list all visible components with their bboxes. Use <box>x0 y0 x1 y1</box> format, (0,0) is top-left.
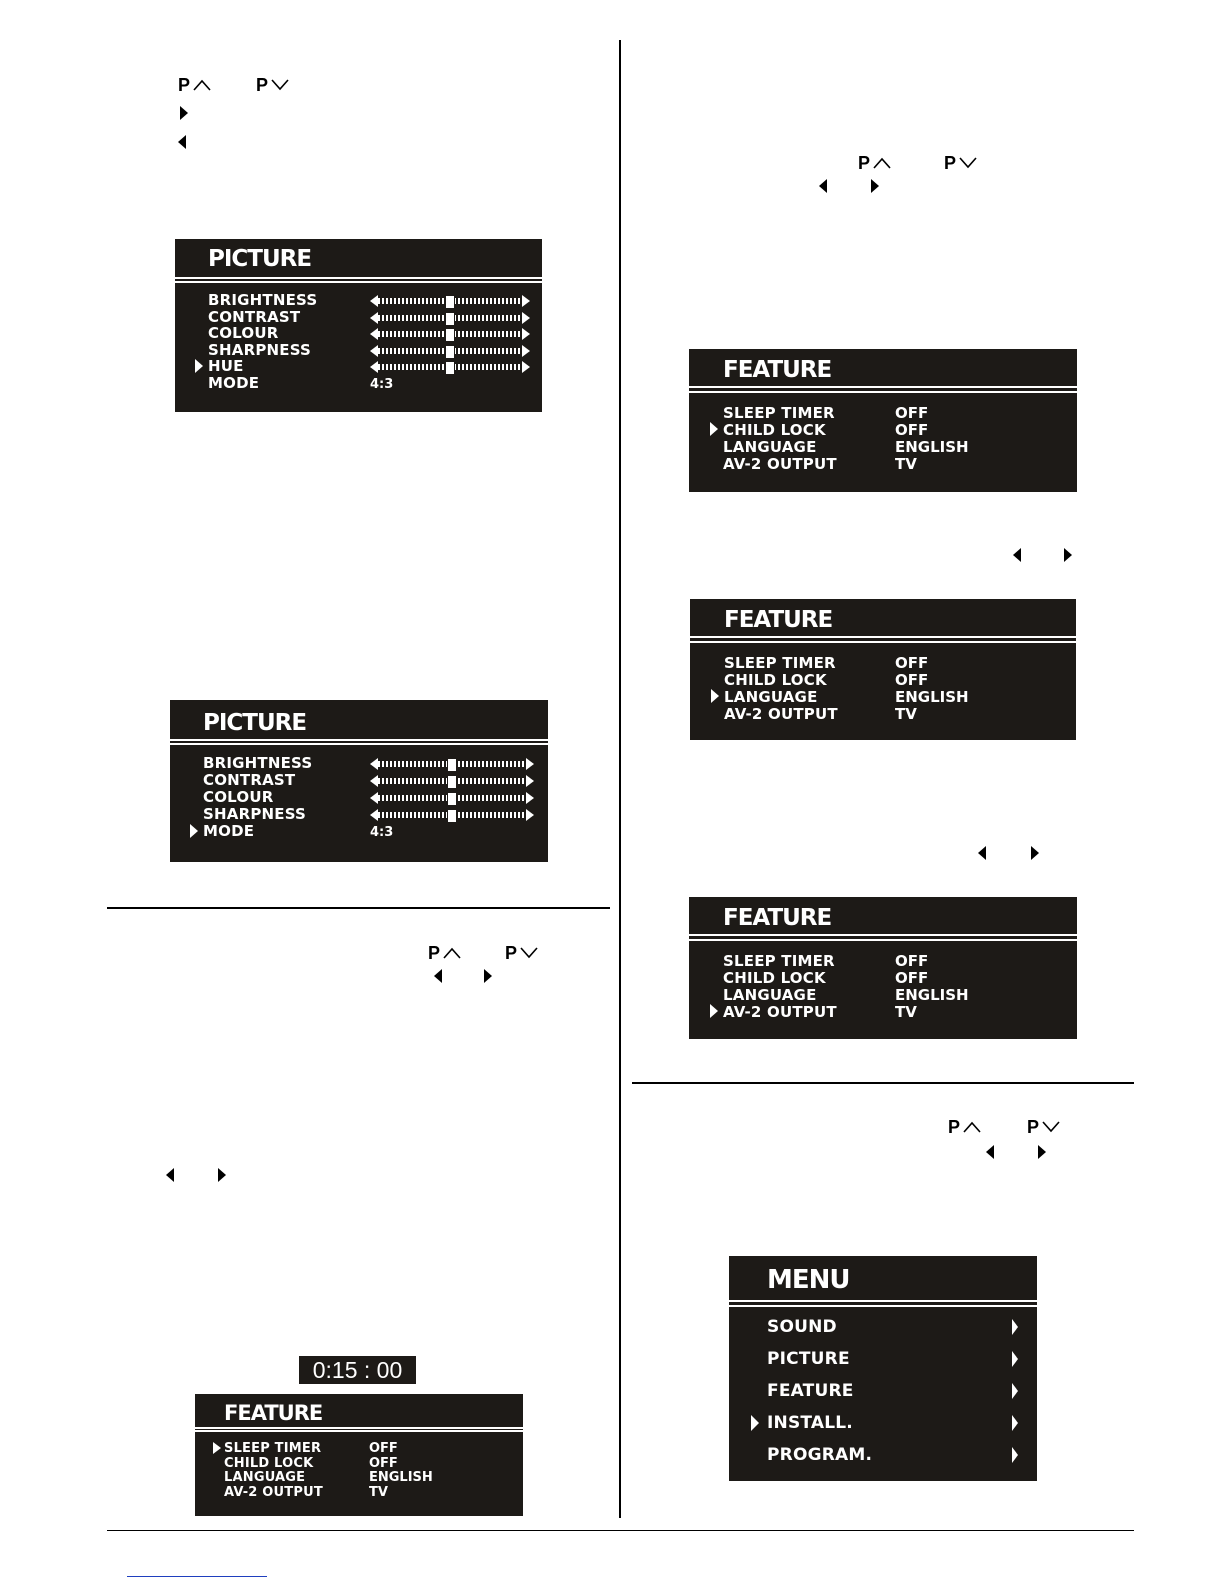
chevron-up-icon <box>962 1120 982 1134</box>
column-divider <box>619 40 621 1518</box>
osd-separator <box>729 1300 1037 1302</box>
osd-separator <box>195 1427 523 1429</box>
chevron-down-icon <box>270 78 290 92</box>
right-arrow-icon <box>1038 1145 1046 1159</box>
menu-item-hue: HUE <box>208 357 244 375</box>
menu-item-colour: COLOUR <box>203 788 274 806</box>
osd-separator <box>195 1430 523 1432</box>
osd-separator <box>690 641 1076 643</box>
submenu-arrow-icon <box>1012 1383 1018 1399</box>
osd-separator <box>689 934 1077 936</box>
menu-item-sharpness: SHARPNESS <box>208 341 312 359</box>
menu-item-sleep-timer: SLEEP TIMER <box>723 404 835 422</box>
left-arrow-icon <box>1013 548 1021 562</box>
osd-separator <box>170 739 548 741</box>
menu-item-install: INSTALL. <box>767 1413 853 1433</box>
menu-item-contrast: CONTRAST <box>203 771 296 789</box>
section-divider-right <box>632 1082 1134 1084</box>
brightness-slider <box>370 294 530 308</box>
osd-title: PICTURE <box>203 710 307 736</box>
osd-separator <box>689 391 1077 393</box>
p-down-key: P <box>1027 1117 1061 1137</box>
menu-item-child-lock: CHILD LOCK <box>723 969 826 987</box>
chevron-up-icon <box>192 78 212 92</box>
selection-pointer-icon <box>710 422 718 436</box>
osd-separator <box>175 281 542 283</box>
language-value: ENGLISH <box>895 688 969 706</box>
osd-separator <box>689 386 1077 388</box>
osd-separator <box>175 277 542 279</box>
av2-output-value: TV <box>895 455 917 473</box>
osd-separator <box>729 1305 1037 1307</box>
sharpness-slider <box>370 808 534 822</box>
hue-slider <box>370 360 530 374</box>
picture-menu-hue <box>175 239 542 412</box>
child-lock-value: OFF <box>369 1456 398 1471</box>
menu-item-av2-output: AV-2 OUTPUT <box>224 1485 323 1500</box>
language-value: ENGLISH <box>895 986 969 1004</box>
colour-slider <box>370 327 530 341</box>
child-lock-value: OFF <box>895 969 929 987</box>
mode-value: 4:3 <box>370 377 394 392</box>
p-up-key: P <box>178 75 212 95</box>
menu-item-program: PROGRAM. <box>767 1445 873 1465</box>
osd-separator <box>689 939 1077 941</box>
left-arrow-icon <box>819 179 827 193</box>
left-arrow-icon <box>166 1168 174 1182</box>
left-arrow-icon <box>178 135 186 149</box>
main-menu <box>729 1256 1037 1481</box>
menu-item-av2-output: AV-2 OUTPUT <box>724 705 838 723</box>
chevron-down-icon <box>958 156 978 170</box>
av2-output-value: TV <box>369 1485 388 1500</box>
menu-item-child-lock: CHILD LOCK <box>723 421 826 439</box>
osd-title: PICTURE <box>208 246 312 272</box>
osd-title: FEATURE <box>723 905 832 931</box>
chevron-up-icon <box>442 946 462 960</box>
osd-separator <box>690 636 1076 638</box>
brightness-slider <box>370 757 534 771</box>
menu-item-language: LANGUAGE <box>723 438 817 456</box>
child-lock-value: OFF <box>895 421 929 439</box>
right-arrow-icon <box>484 969 492 983</box>
chevron-up-icon <box>872 156 892 170</box>
section-divider-left <box>107 907 610 909</box>
left-arrow-icon <box>978 846 986 860</box>
sharpness-slider <box>370 344 530 358</box>
p-down-key: P <box>944 153 978 173</box>
language-value: ENGLISH <box>369 1470 433 1485</box>
selection-pointer-icon <box>751 1415 759 1431</box>
sleep-timer-value: OFF <box>895 952 929 970</box>
menu-item-sound: SOUND <box>767 1317 837 1337</box>
menu-item-brightness: BRIGHTNESS <box>208 291 318 309</box>
selection-pointer-icon <box>190 824 198 838</box>
child-lock-value: OFF <box>895 671 929 689</box>
av2-output-value: TV <box>895 1003 917 1021</box>
chevron-down-icon <box>1041 1120 1061 1134</box>
menu-item-language: LANGUAGE <box>723 986 817 1004</box>
colour-slider <box>370 791 534 805</box>
right-arrow-icon <box>180 106 188 120</box>
contrast-slider <box>370 774 534 788</box>
p-up-key: P <box>428 943 462 963</box>
menu-item-av2-output: AV-2 OUTPUT <box>723 455 837 473</box>
selection-pointer-icon <box>711 689 719 703</box>
menu-item-sharpness: SHARPNESS <box>203 805 307 823</box>
menu-item-sleep-timer: SLEEP TIMER <box>224 1441 322 1456</box>
p-down-key: P <box>256 75 290 95</box>
chevron-down-icon <box>519 946 539 960</box>
menu-item-sleep-timer: SLEEP TIMER <box>723 952 835 970</box>
menu-item-language: LANGUAGE <box>224 1470 306 1485</box>
osd-separator <box>170 743 548 745</box>
osd-title: FEATURE <box>723 357 832 383</box>
feature-menu-language <box>690 599 1076 740</box>
menu-item-colour: COLOUR <box>208 324 279 342</box>
language-value: ENGLISH <box>895 438 969 456</box>
right-arrow-icon <box>1064 548 1072 562</box>
right-arrow-icon <box>871 179 879 193</box>
selection-pointer-icon <box>195 359 203 373</box>
menu-item-mode: MODE <box>203 822 255 840</box>
submenu-arrow-icon <box>1012 1319 1018 1335</box>
right-arrow-icon <box>218 1168 226 1182</box>
mode-value: 4:3 <box>370 825 394 840</box>
p-up-key: P <box>858 153 892 173</box>
submenu-arrow-icon <box>1012 1351 1018 1367</box>
right-arrow-icon <box>1031 846 1039 860</box>
menu-item-child-lock: CHILD LOCK <box>724 671 827 689</box>
left-arrow-icon <box>986 1145 994 1159</box>
p-down-key: P <box>505 943 539 963</box>
menu-item-av2-output: AV-2 OUTPUT <box>723 1003 837 1021</box>
menu-item-mode: MODE <box>208 374 260 392</box>
menu-item-brightness: BRIGHTNESS <box>203 754 313 772</box>
left-arrow-icon <box>434 969 442 983</box>
menu-item-picture: PICTURE <box>767 1349 850 1369</box>
contrast-slider <box>370 311 530 325</box>
menu-item-language: LANGUAGE <box>724 688 818 706</box>
sleep-timer-value: OFF <box>895 404 929 422</box>
feature-menu-child-lock <box>689 349 1077 492</box>
p-up-key: P <box>948 1117 982 1137</box>
menu-item-feature: FEATURE <box>767 1381 854 1401</box>
selection-pointer-icon <box>710 1004 718 1018</box>
submenu-arrow-icon <box>1012 1415 1018 1431</box>
page-bottom-rule <box>107 1530 1134 1531</box>
selection-pointer-icon <box>213 1442 221 1454</box>
feature-menu-sleep-timer <box>195 1394 523 1516</box>
picture-menu-mode <box>170 700 548 862</box>
menu-item-child-lock: CHILD LOCK <box>224 1456 314 1471</box>
footer-link-underline <box>127 1576 267 1577</box>
osd-title: FEATURE <box>724 607 833 633</box>
osd-title: FEATURE <box>224 1401 323 1425</box>
menu-item-contrast: CONTRAST <box>208 308 301 326</box>
sleep-timer-value: OFF <box>895 654 929 672</box>
submenu-arrow-icon <box>1012 1447 1018 1463</box>
sleep-timer-countdown: 0:15 : 00 <box>299 1356 416 1384</box>
sleep-timer-value: OFF <box>369 1441 398 1456</box>
menu-item-sleep-timer: SLEEP TIMER <box>724 654 836 672</box>
osd-title: MENU <box>767 1265 850 1295</box>
feature-menu-av2-output <box>689 897 1077 1039</box>
av2-output-value: TV <box>895 705 917 723</box>
